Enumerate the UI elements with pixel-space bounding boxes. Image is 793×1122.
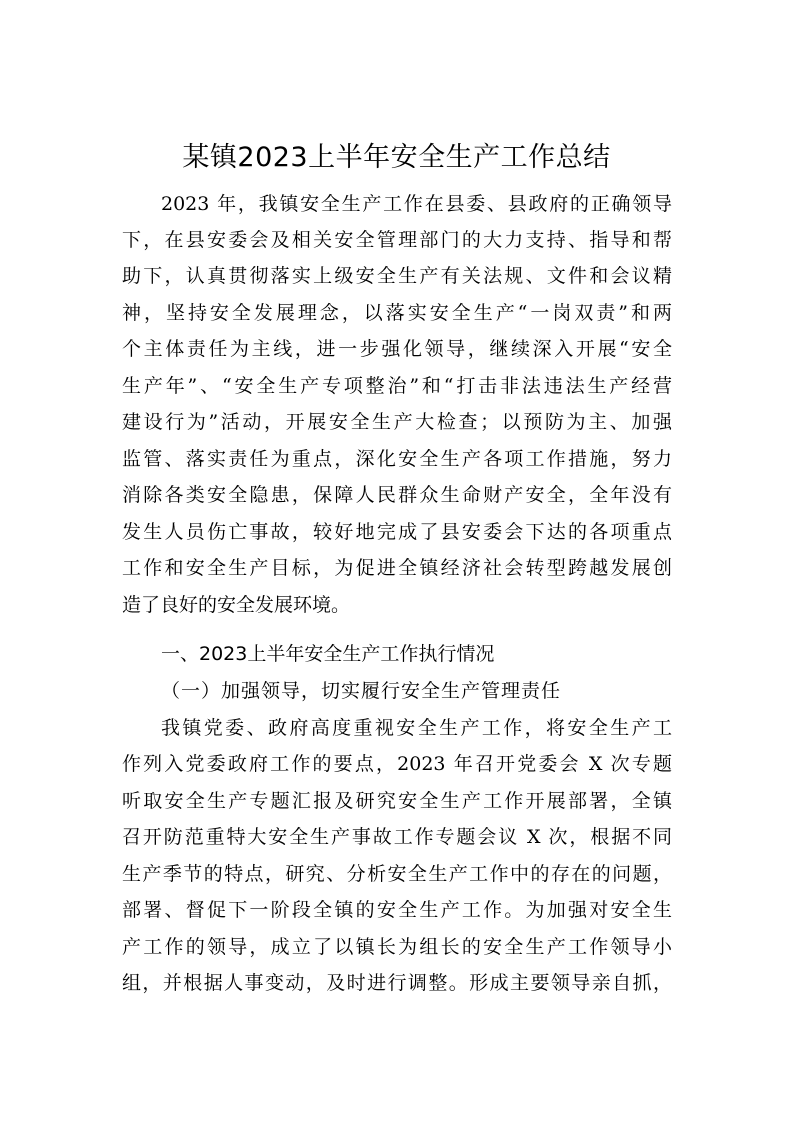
- intro-line: 个主体责任为主线，进一步强化领导，继续深入开展“安全: [122, 338, 672, 360]
- intro-line: 建设行为”活动，开展安全生产大检查；以预防为主、加强: [122, 411, 672, 433]
- document-title: 某镇2023上半年安全生产工作总结: [182, 142, 611, 173]
- section-heading: 一、2023上半年安全生产工作执行情况: [161, 643, 495, 665]
- intro-line: 造了良好的安全发展环境。: [122, 594, 351, 616]
- intro-line: 消除各类安全隐患，保障人民群众生命财产安全，全年没有: [122, 484, 672, 506]
- intro-line: 生产年”、“安全生产专项整治”和“打击非法违法生产经营: [122, 375, 672, 397]
- section-line: 作列入党委政府工作的要点，2023 年召开党委会 X 次专题: [122, 753, 672, 775]
- intro-line: 神，坚持安全发展理念，以落实安全生产“一岗双责”和两: [122, 302, 672, 324]
- intro-line: 助下，认真贯彻落实上级安全生产有关法规、文件和会议精: [122, 265, 672, 287]
- section-line: 组，并根据人事变动，及时进行调整。形成主要领导亲自抓，: [122, 972, 672, 994]
- section-line: 产工作的领导，成立了以镇长为组长的安全生产工作领导小: [122, 936, 672, 958]
- section-line: 生产季节的特点，研究、分析安全生产工作中的存在的问题，: [122, 863, 672, 885]
- subsection-heading: （一）加强领导，切实履行安全生产管理责任: [161, 680, 562, 702]
- section-line: 部署、督促下一阶段全镇的安全生产工作。为加强对安全生: [122, 899, 672, 921]
- intro-line: 2023 年，我镇安全生产工作在县委、县政府的正确领导: [161, 193, 672, 215]
- intro-line: 监管、落实责任为重点，深化安全生产各项工作措施，努力: [122, 448, 672, 470]
- section-line: 听取安全生产专题汇报及研究安全生产工作开展部署，全镇: [122, 790, 672, 812]
- intro-line: 发生人员伤亡事故，较好地完成了县安委会下达的各项重点: [122, 521, 672, 543]
- section-line: 召开防范重特大安全生产事故工作专题会议 X 次，根据不同: [122, 826, 672, 848]
- intro-line: 下，在县安委会及相关安全管理部门的大力支持、指导和帮: [122, 229, 672, 251]
- intro-line: 工作和安全生产目标，为促进全镇经济社会转型跨越发展创: [122, 557, 672, 579]
- section-line: 我镇党委、政府高度重视安全生产工作，将安全生产工: [161, 717, 672, 739]
